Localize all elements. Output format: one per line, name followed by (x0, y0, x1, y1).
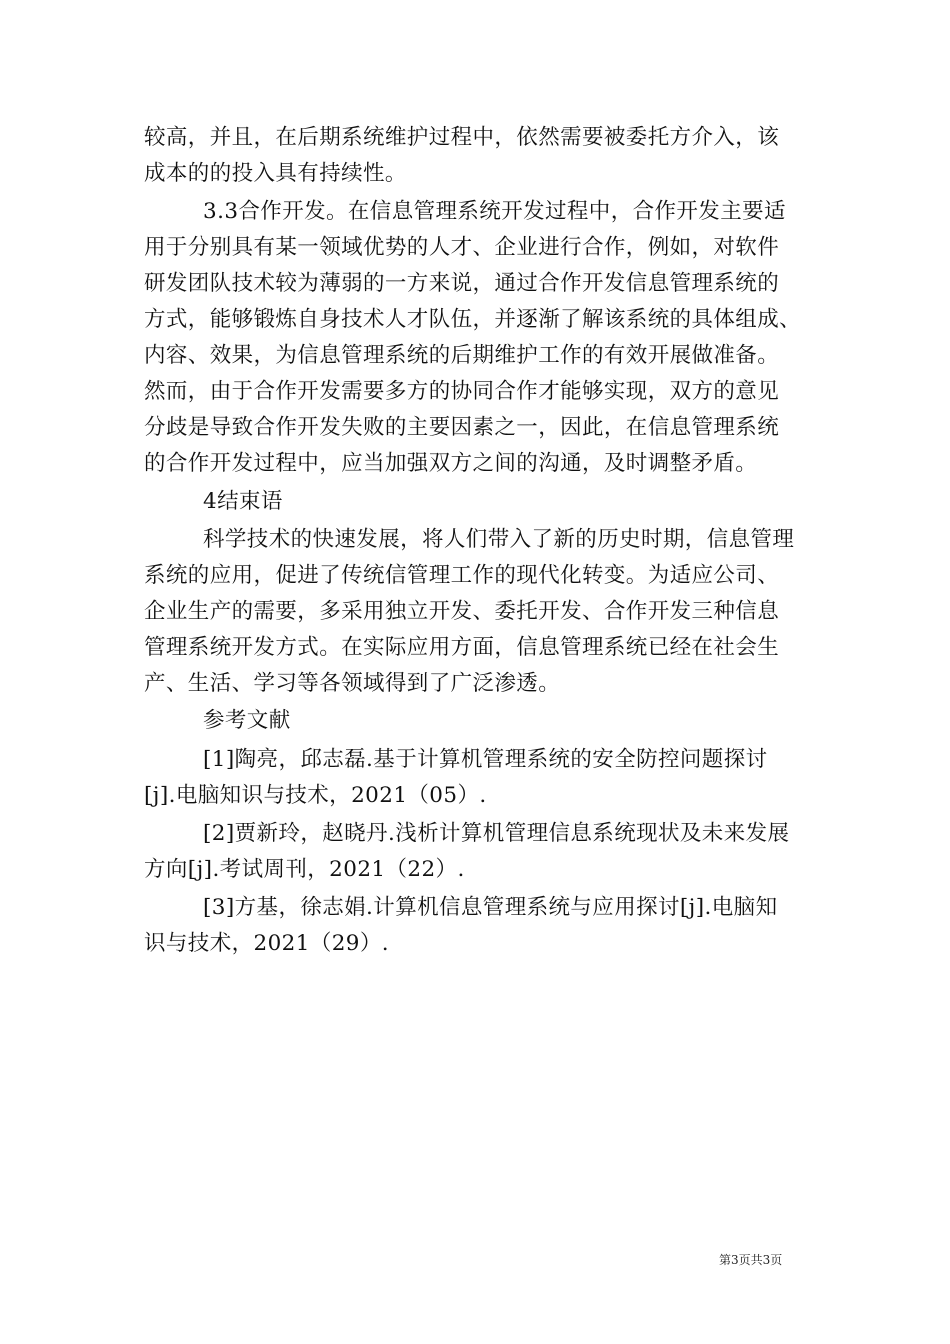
body-text-line: 企业生产的需要，多采用独立开发、委托开发、合作开发三种信息 (144, 599, 780, 624)
reference-2-continued: 方向[j].考试周刊，2021（22）. (144, 857, 465, 882)
body-text-line: 然而，由于合作开发需要多方的协同合作才能够实现，双方的意见 (144, 379, 780, 404)
body-text-line: 方式，能够锻炼自身技术人才队伍，并逐渐了解该系统的具体组成、 (144, 307, 802, 332)
body-text-line: 用于分别具有某一领域优势的人才、企业进行合作，例如，对软件 (144, 235, 780, 260)
body-text-line: 分歧是导致合作开发失败的主要因素之一，因此，在信息管理系统 (144, 415, 780, 440)
section-3-3-paragraph-start: 3.3合作开发。在信息管理系统开发过程中，合作开发主要适 (203, 199, 786, 224)
body-text-line: 产、生活、学习等各领域得到了广泛渗透。 (144, 671, 561, 696)
references-heading: 参考文献 (203, 708, 291, 733)
page-number: 第3页共3页 (719, 1253, 783, 1267)
body-text-line: 较高，并且，在后期系统维护过程中，依然需要被委托方介入，该 (144, 125, 780, 150)
reference-2: [2]贾新玲，赵晓丹.浅析计算机管理信息系统现状及未来发展 (203, 821, 790, 846)
body-text-line: 的合作开发过程中，应当加强双方之间的沟通，及时调整矛盾。 (144, 451, 758, 476)
reference-1: [1]陶亮，邱志磊.基于计算机管理系统的安全防控问题探讨 (203, 747, 768, 772)
section-heading-conclusion: 4结束语 (203, 489, 283, 514)
body-text-line: 内容、效果，为信息管理系统的后期维护工作的有效开展做准备。 (144, 343, 780, 368)
body-text-line: 成本的的投入具有持续性。 (144, 161, 407, 186)
reference-3: [3]方基，徐志娟.计算机信息管理系统与应用探讨[j].电脑知 (203, 895, 778, 920)
body-text-line: 研发团队技术较为薄弱的一方来说，通过合作开发信息管理系统的 (144, 271, 780, 296)
body-text-line: 管理系统开发方式。在实际应用方面，信息管理系统已经在社会生 (144, 635, 780, 660)
reference-1-continued: [j].电脑知识与技术，2021（05）. (144, 783, 487, 808)
body-text-line: 系统的应用，促进了传统信管理工作的现代化转变。为适应公司、 (144, 563, 780, 588)
conclusion-paragraph-start: 科学技术的快速发展，将人们带入了新的历史时期，信息管理 (203, 527, 795, 552)
reference-3-continued: 识与技术，2021（29）. (144, 931, 390, 956)
